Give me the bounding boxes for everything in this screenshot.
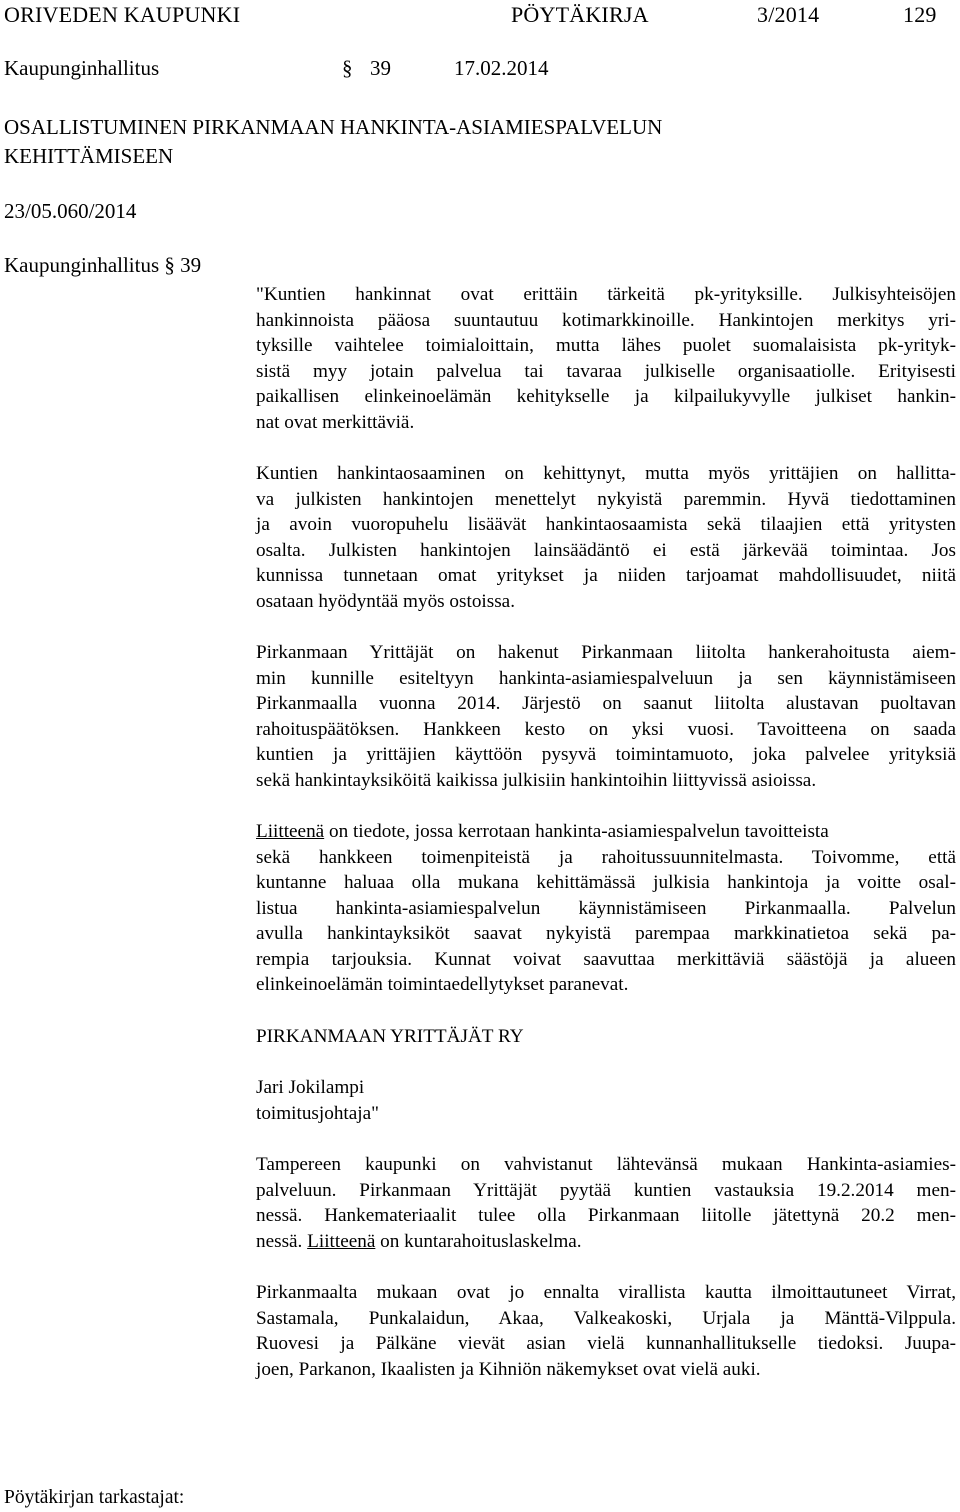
text-line: kuntien ja yrittäjien käyttöön pysyvä toimintamuoto, joka palvelee yrityksiä [256, 744, 956, 765]
text-fragment: nessä. [256, 1230, 308, 1252]
text-line: sistä myy jotain palvelua tai tavaraa julkiselle organisaatiolle. Erityisesti [256, 360, 956, 382]
text-line: "Kuntien hankinnat ovat erittäin tärkeitä pk-yrityksille. Julkisyhteisöjen [256, 284, 956, 305]
text-line: Ruovesi ja Pälkäne vievät asian vielä kunnanhallitukselle tiedoksi. Juupa- [256, 1333, 956, 1354]
footer-label: Pöytäkirjan tarkastajat: [4, 1487, 185, 1508]
text-line: listua hankinta-asiamiespalvelun käynnistämiseen Pirkanmaalla. Palvelun [256, 897, 956, 919]
paragraph-3 [256, 640, 956, 793]
signature-block [256, 1075, 956, 1126]
text-line: va julkisten hankintojen menettelyt nykyistä paremmin. Hyvä tiedottaminen [256, 488, 956, 510]
text-line: hankinnoista pääosa suuntautuu kotimarkkinoille. Hankintojen merkitys yri- [256, 309, 956, 331]
text-line [256, 819, 956, 845]
text-line: Tampereen kaupunki on vahvistanut lähtevänsä mukaan Hankinta-asiamies- [256, 1154, 956, 1175]
text-line: kunnissa tunnetaan omat yritykset ja niiden tarjoamat mahdollisuudet, niitä [256, 565, 956, 586]
text-line: paikallisen elinkeinoelämän kehitykselle ja kilpailukyvylle julkiset hankin- [256, 386, 956, 407]
paragraph-1 [256, 282, 956, 435]
text-fragment: on kuntarahoituslaskelma. [375, 1230, 582, 1252]
section-label [4, 253, 201, 278]
paragraph-6 [256, 1280, 956, 1382]
text-line: avulla hankintayksiköt saavat nykyistä parempaa markkinatietoa sekä pa- [256, 923, 956, 944]
text-line: rempia tarjouksia. Kunnat voivat saavuttaa merkittäviä säästöjä ja alueen [256, 948, 956, 970]
text-line: joen, Parkanon, Ikaalisten ja Kihniön näkemykset ovat vielä auki. [256, 1358, 761, 1380]
section-number: 39 [370, 56, 391, 80]
attachment-link[interactable]: Liitteenä [307, 1230, 376, 1252]
text-line: Pirkanmaalta mukaan ovat jo ennalta virallista kautta ilmoittautuneet Virrat, [256, 1282, 956, 1303]
section-label-number: 39 [180, 253, 202, 277]
text-line: elinkeinoelämän toimintaedellytykset paranevat. [256, 974, 629, 995]
signature-role: toimitusjohtaja" [256, 1102, 379, 1124]
text-line: osalta. Julkisten hankintojen lainsäädäntö ei estä järkevää toimintaa. Jos [256, 539, 956, 561]
doc-number: 3/2014 [757, 2, 820, 27]
text-line: tyksille vaihtelee toimialoittain, mutta lähes puolet suomalaisista pk-yrityk- [256, 335, 956, 356]
text-line: Pirkanmaalla vuonna 2014. Järjestö on saanut liitolta alustavan puoltavan [256, 693, 956, 714]
signature-org [256, 1024, 956, 1050]
text-line: min kunnille esiteltyyn hankinta-asiamiespalveluun ja sen käynnistämiseen [256, 667, 956, 689]
text-line [256, 1229, 956, 1255]
text-line: Kuntien hankintaosaaminen on kehittynyt, mutta myös yrittäjien on hallitta- [256, 463, 956, 484]
text-line: sekä hankintayksiköitä kaikissa julkisiin hankintoihin liittyvissä asioissa. [256, 769, 817, 791]
paragraph-4 [256, 819, 956, 998]
text-line: osataan hyödyntää myös ostoissa. [256, 590, 515, 612]
text-line: sekä hankkeen toimenpiteistä ja rahoitussuunnitelmasta. Toivomme, että [256, 846, 956, 868]
signature-org-text: PIRKANMAAN YRITTÄJÄT RY [256, 1025, 524, 1047]
attachment-link[interactable]: Liitteenä [256, 821, 325, 842]
case-number: 23/05.060/2014 [4, 199, 137, 223]
section-label-body: Kaupunginhallitus [4, 253, 160, 277]
signature-name: Jari Jokilampi [256, 1077, 365, 1098]
paragraph-2 [256, 461, 956, 614]
doc-type: PÖYTÄKIRJA [511, 2, 649, 27]
meeting-body: Kaupunginhallitus [4, 56, 160, 80]
text-line: Pirkanmaan Yrittäjät on hakenut Pirkanmaan liitolta hankerahoitusta aiem- [256, 642, 956, 663]
title-line-1: OSALLISTUMINEN PIRKANMAAN HANKINTA-ASIAMIESPALVELUN [4, 115, 663, 139]
section-label-sign: § [164, 253, 175, 277]
body-text [256, 282, 956, 1408]
title-line-2: KEHITTÄMISEEN [4, 144, 174, 168]
text-line: nessä. Hankemateriaalit tulee olla Pirkanmaan liitolle jätettynä 20.2 men- [256, 1205, 956, 1226]
paragraph-5 [256, 1152, 956, 1254]
text-line: kuntanne haluaa olla mukana kehittämässä julkisia hankintoja ja voitte osal- [256, 872, 956, 893]
text-line: palveluun. Pirkanmaan Yrittäjät pyytää kuntien vastauksia 19.2.2014 men- [256, 1179, 956, 1201]
meeting-date: 17.02.2014 [454, 56, 549, 80]
text-line: Sastamala, Punkalaidun, Akaa, Valkeakoski, Urjala ja Mänttä-Vilppula. [256, 1307, 956, 1329]
text-line: ja avoin vuoropuhelu lisäävät hankintaosaamista sekä tilaajien että yritysten [256, 514, 956, 535]
text-line: rahoituspäätöksen. Hankkeen kesto on yksi vuosi. Tavoitteena on saada [256, 718, 956, 740]
org-name: ORIVEDEN KAUPUNKI [4, 2, 241, 27]
text-fragment: on tiedote, jossa kerrotaan hankinta-asiamiespalvelun tavoitteista [324, 821, 829, 842]
text-line: nat ovat merkittäviä. [256, 411, 415, 433]
section-sign: § [342, 56, 353, 80]
page-number: 129 [903, 2, 937, 27]
